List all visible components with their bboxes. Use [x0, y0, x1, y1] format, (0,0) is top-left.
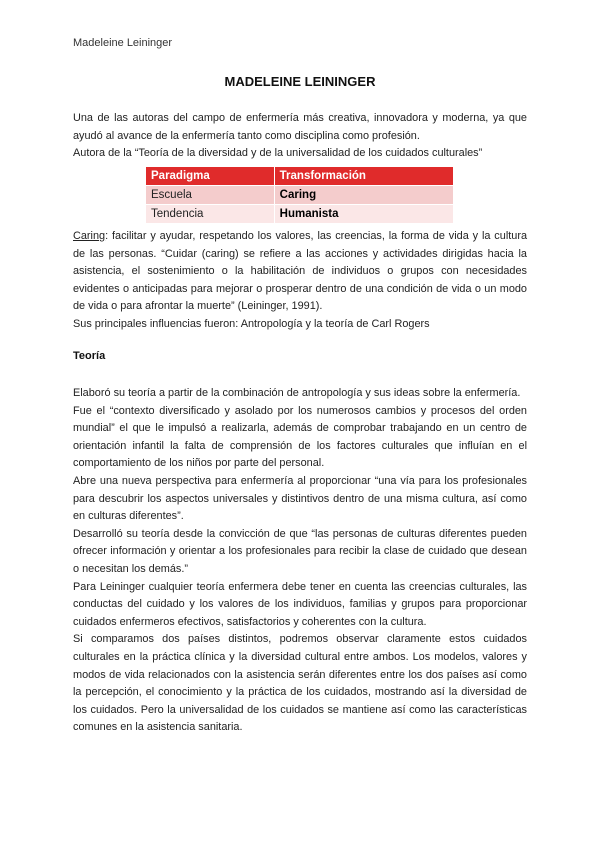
theory-paragraph: Abre una nueva perspectiva para enfermería al proporcionar “una vía para los profesionales para descubrir los aspectos universales y distintivos dentro de una misma cultura, así como en culturas diferentes”.	[73, 474, 527, 523]
table-row	[146, 186, 454, 205]
theory-paragraph: Fue el “contexto diversificado y asolado por los numerosos cambios y procesos del orden mundial” el que le impulsó a realizarla, además de comprobar trabajando en un centro de orientación infantil la falta de comprensión de los factores culturales que influían en el comportamiento de los niños por parte del personal.	[73, 404, 527, 470]
table-header: Paradigma	[146, 167, 275, 186]
table-cell: Escuela	[146, 186, 275, 205]
section-heading: Teoría	[73, 350, 106, 362]
influences-paragraph: Sus principales influencias fueron: Antropología y la teoría de Carl Rogers	[73, 317, 430, 330]
theory-paragraph: Desarrolló su teoría desde la convicción de que “las personas de culturas diferentes pueden ofrecer información y orientar a los profesionales para recibir la clase de cuidado que desean o necesitan los demás.”	[73, 527, 527, 575]
table-header-row	[146, 167, 454, 186]
caring-definition: : facilitar y ayudar, respetando los valores, las creencias, la forma de vida y la cultura de las personas. “Cuidar (caring) se refiere a las acciones y actividades dirigidas hacia la asistencia, el sostenimiento o la habilitación de individuos o grupos con necesidades evidentes o anticipadas para mejorar o prosperar dentro de una condición de vida o un modo de vida o para afrontar la muerte” (Leininger, 1991).	[73, 230, 527, 313]
intro-paragraph: Autora de la “Teoría de la diversidad y de la universalidad de los cuidados culturales”	[73, 147, 483, 160]
paradigm-table	[145, 166, 454, 224]
theory-section	[73, 385, 527, 737]
table-cell: Humanista	[274, 205, 453, 224]
theory-paragraph: Elaboró su teoría a partir de la combinación de antropología y sus ideas sobre la enfermería.	[73, 387, 521, 399]
caring-term: Caring	[73, 230, 106, 242]
document-title: MADELEINE LEININGER	[224, 74, 376, 89]
caring-paragraph	[73, 228, 527, 316]
theory-paragraph: Para Leininger cualquier teoría enfermera debe tener en cuenta las creencias culturales, las conductas del cuidado y los valores de los individuos, familias y grupos para proporcionar cuidados enfermeros efectivos, satisfactorios y coherentes con la cultura.	[73, 580, 527, 628]
table-cell: Tendencia	[146, 205, 275, 224]
intro-paragraph: Una de las autoras del campo de enfermería más creativa, innovadora y moderna, ya que ayudó al avance de la enfermería tanto como disciplina como profesión.	[73, 112, 527, 142]
table-cell: Caring	[274, 186, 453, 205]
caring-section	[73, 228, 527, 334]
table-row	[146, 205, 454, 224]
intro-section	[73, 110, 527, 163]
table-header: Transformación	[274, 167, 453, 186]
theory-paragraph: Si comparamos dos países distintos, podremos observar claramente estos cuidados culturales en la práctica clínica y la diversidad cultural entre ambos. Los modelos, valores y modos de vida relacionados con la asistencia serán diferentes entre los dos países así como la percepción, el conocimiento y la práctica de los cuidados, mostrando así la diversidad de los cuidados. Pero la universalidad de los cuidados se mantiene así como las características comunes en la asistencia sanitaria.	[73, 633, 527, 734]
page-header: Madeleine Leininger	[73, 37, 173, 49]
